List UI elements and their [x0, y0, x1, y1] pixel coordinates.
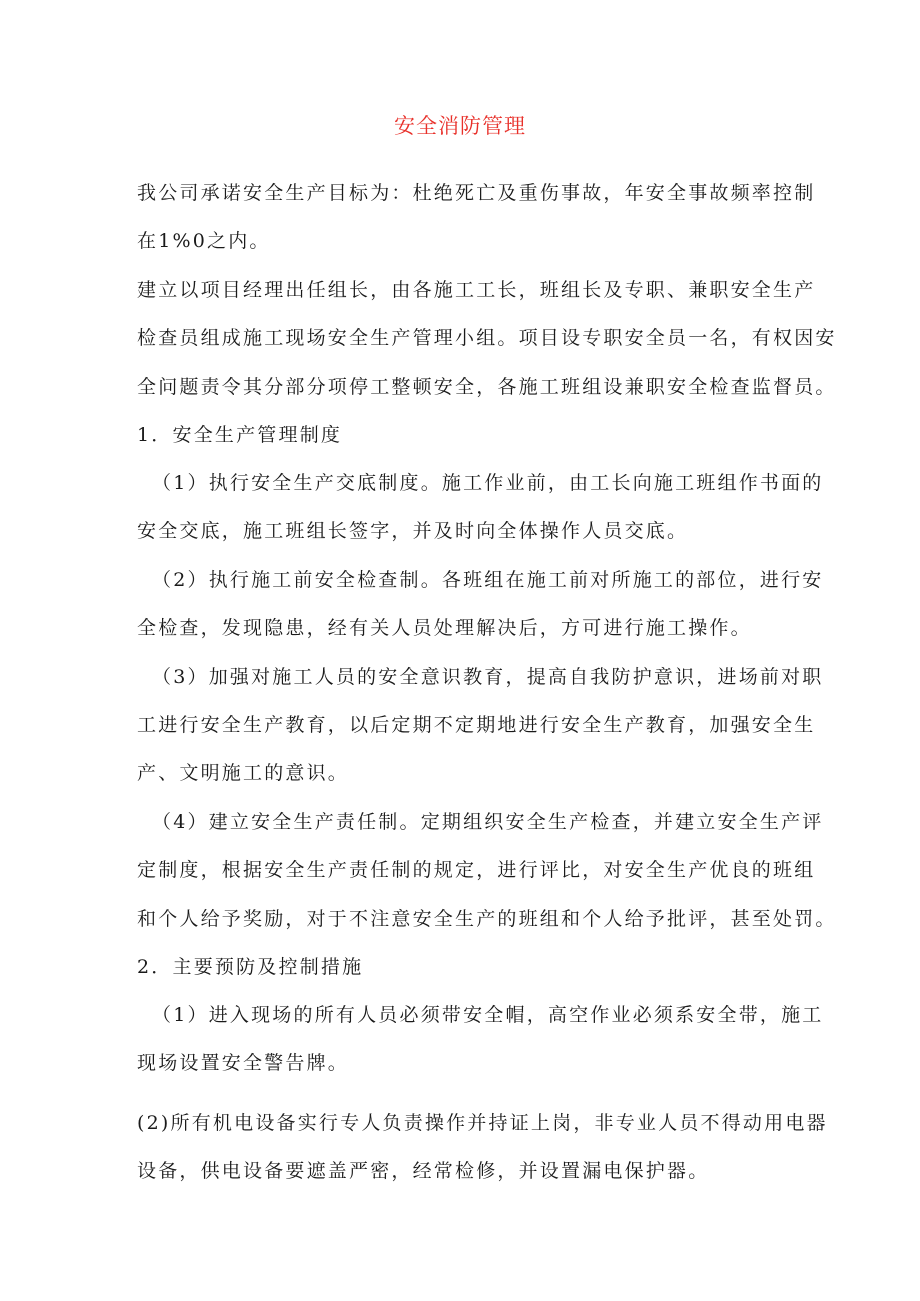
paragraph-line: 现场设置安全警告牌。: [137, 1052, 350, 1074]
paragraph-line: 在1%0之内。: [137, 230, 271, 252]
paragraph-line: （3）加强对施工人员的安全意识教育，提高自我防护意识，进场前对职: [152, 666, 824, 688]
paragraph-line: 全检查，发现隐患，经有关人员处理解决后，方可进行施工操作。: [137, 617, 752, 639]
document-title: 安全消防管理: [394, 114, 526, 138]
section-heading: 1．安全生产管理制度: [137, 424, 343, 446]
paragraph-line: 安全交底，施工班组长签字，并及时向全体操作人员交底。: [137, 520, 689, 542]
paragraph-line: （1）执行安全生产交底制度。施工作业前，由工长向施工班组作书面的: [152, 472, 824, 494]
paragraph-line: （4）建立安全生产责任制。定期组织安全生产检查，并建立安全生产评: [152, 811, 824, 833]
paragraph-line: 全问题责令其分部分项停工整顿安全，各施工班组设兼职安全检查监督员。: [137, 376, 837, 398]
paragraph-line: 我公司承诺安全生产目标为：杜绝死亡及重伤事故，年安全事故频率控制: [137, 182, 816, 204]
paragraph-line: 和个人给予奖励，对于不注意安全生产的班组和个人给予批评，甚至处罚。: [137, 908, 837, 930]
paragraph-line: 产、文明施工的意识。: [137, 762, 350, 784]
paragraph-line: （1）进入现场的所有人员必须带安全帽，高空作业必须系安全带，施工: [152, 1004, 824, 1026]
paragraph-line: 工进行安全生产教育，以后定期不定期地进行安全生产教育，加强安全生: [137, 714, 816, 736]
paragraph-line: (2)所有机电设备实行专人负责操作并持证上岗，非专业人员不得动用电器: [137, 1112, 828, 1134]
paragraph-line: 设备，供电设备要遮盖严密，经常检修，并设置漏电保护器。: [137, 1160, 710, 1182]
paragraph-line: （2）执行施工前安全检查制。各班组在施工前对所施工的部位，进行安: [152, 569, 824, 591]
section-heading: 2．主要预防及控制措施: [137, 956, 364, 978]
paragraph-line: 定制度，根据安全生产责任制的规定，进行评比，对安全生产优良的班组: [137, 859, 816, 881]
paragraph-line: 检查员组成施工现场安全生产管理小组。项目设专职安全员一名，有权因安: [137, 327, 837, 349]
paragraph-line: 建立以项目经理出任组长，由各施工工长，班组长及专职、兼职安全生产: [137, 279, 816, 301]
